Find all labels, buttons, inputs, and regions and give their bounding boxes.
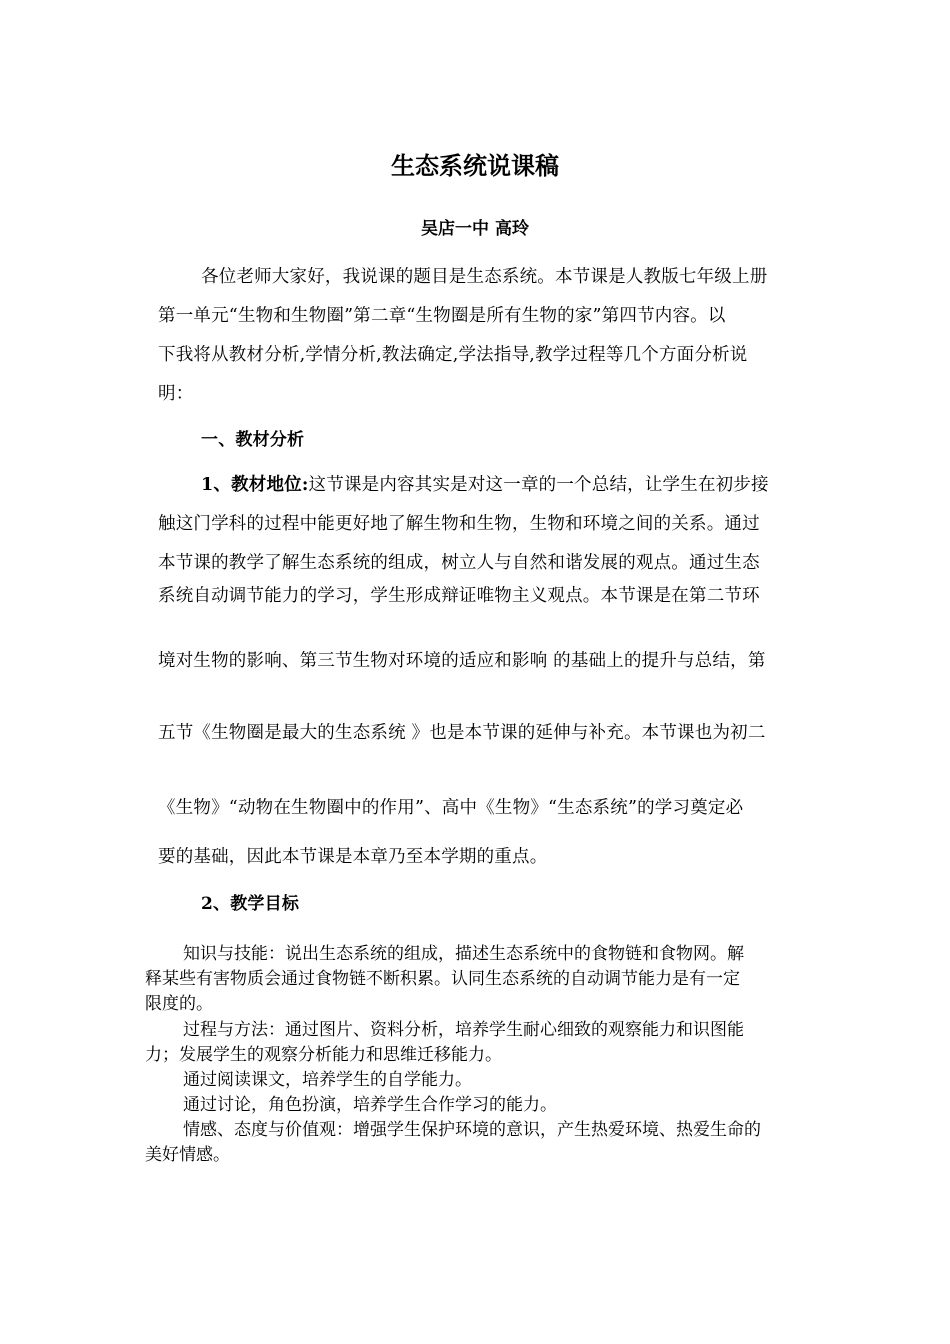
goals-line: 释某些有害物质会通过食物链不断积累。认同生态系统的自动调节能力是有一定 (145, 969, 740, 989)
goals-line: 情感、态度与价值观：增强学生保护环境的意识，产生热爱环境、热爱生命的 (183, 1120, 761, 1140)
paragraph-line: 境对生物的影响、第三节生物对环境的适应和影响 的基础上的提升与总结，第 (158, 651, 766, 671)
section-heading: 一、教材分析 (201, 430, 305, 450)
paragraph-line: 五节《生物圈是最大的生态系统 》也是本节课的延伸与补充。本节课也为初二 (158, 723, 766, 743)
goals-line: 通过讨论，角色扮演，培养学生合作学习的能力。 (183, 1095, 557, 1115)
intro-line: 各位老师大家好，我说课的题目是生态系统。本节课是人教版七年级上册 (201, 267, 768, 287)
page-title: 生态系统说课稿 (391, 151, 559, 180)
position-text: 这节课是内容其实是对这一章的一个总结，让学生在初步接 (308, 475, 769, 495)
paragraph-line (201, 471, 769, 496)
paragraph-line: 系统自动调节能力的学习，学生形成辩证唯物主义观点。本节课是在第二节环 (158, 586, 760, 606)
paragraph-line: 触这门学科的过程中能更好地了解生物和生物，生物和环境之间的关系。通过 (158, 514, 760, 534)
intro-line: 明： (158, 384, 194, 404)
intro-line: 第一单元“生物和生物圈”第二章“生物圈是所有生物的家”第四节内容。以 (158, 306, 726, 326)
goals-line: 通过阅读课文，培养学生的自学能力。 (183, 1070, 472, 1090)
paragraph-line: 《生物》“动物在生物圈中的作用”、高中《生物》“生态系统”的学习奠定必 (158, 798, 744, 818)
goals-line: 美好情感。 (145, 1145, 230, 1165)
intro-line: 下我将从教材分析,学情分析,教法确定,学法指导,教学过程等几个方面分析说 (158, 345, 748, 365)
goals-line: 过程与方法：通过图片、资料分析，培养学生耐心细致的观察能力和识图能 (183, 1020, 744, 1040)
section-heading: 2、教学目标 (201, 894, 300, 914)
goals-line: 知识与技能：说出生态系统的组成，描述生态系统中的食物链和食物网。解 (183, 944, 744, 964)
paragraph-line: 要的基础，因此本节课是本章乃至本学期的重点。 (158, 847, 548, 867)
goals-line: 力；发展学生的观察分析能力和思维迁移能力。 (145, 1045, 502, 1065)
author-line: 吴店一中 高玲 (421, 219, 529, 239)
paragraph-line: 本节课的教学了解生态系统的组成，树立人与自然和谐发展的观点。通过生态 (158, 553, 760, 573)
goals-line: 限度的。 (145, 994, 213, 1014)
position-label: 1、教材地位: (201, 475, 309, 495)
